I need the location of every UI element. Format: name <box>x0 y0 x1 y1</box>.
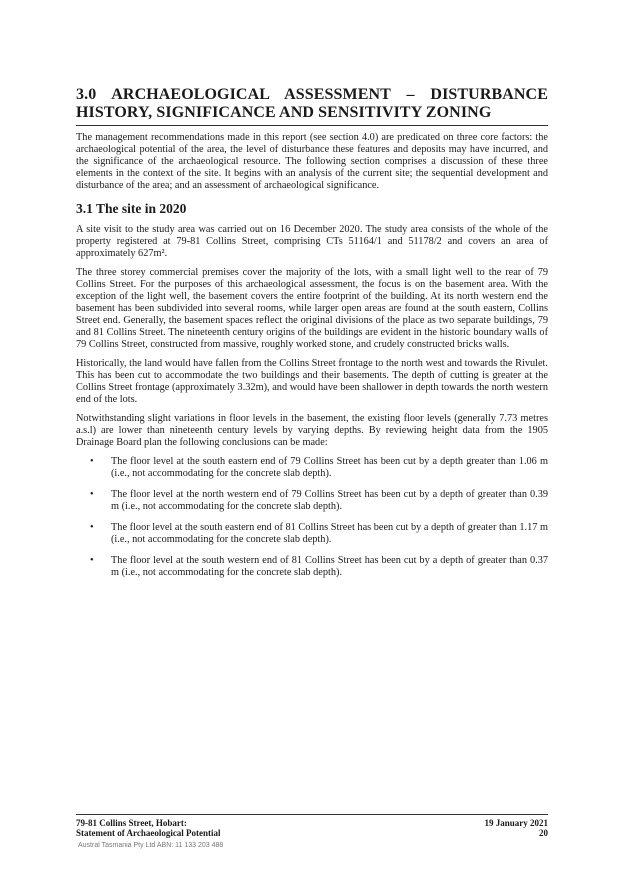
list-item <box>76 489 548 513</box>
list-item <box>76 522 548 546</box>
bullet-icon: • <box>90 456 94 467</box>
footer-rule <box>76 814 548 815</box>
page-number: 20 <box>539 828 548 838</box>
footer-report-title: Statement of Archaeological Potential <box>76 828 221 838</box>
paragraph-3: Historically, the land would have fallen from the Collins Street frontage to the north west and towards the Rivulet. This has been cut to accommodate the two buildings and their basements. The depth of cutting is greater at the Collins Street frontage (approximately 3.32m), and would have been shallower in depth towards the north western end of the lots. <box>76 358 548 405</box>
intro-paragraph: The management recommendations made in this report (see section 4.0) are predicated on three core factors: the archaeological potential of the area, the level of disturbance these features and deposits may have incurred, and the significance of the archaeological resource. The following section comprises a discussion of these three elements in the context of the site. It begins with an analysis of the current site; the sequential development and disturbance of the area; and an assessment of archaeological significance. <box>76 132 548 191</box>
bullet-icon: • <box>90 489 94 500</box>
list-item-text: The floor level at the south western end of 81 Collins Street has been cut by a depth of greater than 0.37 m (i.e., not accommodating for the concrete slab depth). <box>111 555 548 578</box>
footer-right <box>484 818 548 838</box>
paragraph-2: The three storey commercial premises cover the majority of the lots, with a small light well to the rear of 79 Collins Street. For the purposes of this archaeological assessment, the focus is on the basement area. With the exception of the light well, the basement covers the entire footprint of the building. At its north western end the basement has been subdivided into several rooms, while larger open areas are found at the south eastern, Collins Street end. Generally, the basement spaces reflect the original divisions of the place as two separate buildings, 79 and 81 Collins Street. The nineteenth century origins of the buildings are evident in the historic boundary walls of 79 Collins Street, constructed from massive, roughly worked stone, and crudely constructed bricks walls. <box>76 267 548 350</box>
list-item-text: The floor level at the north western end of 79 Collins Street has been cut by a depth of greater than 0.39 m (i.e., not accommodating for the concrete slab depth). <box>111 489 548 512</box>
list-item <box>76 555 548 579</box>
paragraph-4: Notwithstanding slight variations in floor levels in the basement, the existing floor levels (generally 7.73 metres a.s.l) are lower than nineteenth century levels by varying depths. By reviewing height data from the 1905 Drainage Board plan the following conclusions can be made: <box>76 413 548 448</box>
list-item-text: The floor level at the south eastern end of 81 Collins Street has been cut by a depth of greater than 1.17 m (i.e., not accommodating for the concrete slab depth). <box>111 522 548 545</box>
heading-rule <box>76 125 548 126</box>
footer-address: 79-81 Collins Street, Hobart: <box>76 818 187 828</box>
bullet-icon: • <box>90 522 94 533</box>
list-item <box>76 456 548 480</box>
paragraph-1: A site visit to the study area was carried out on 16 December 2020. The study area consists of the whole of the property registered at 79-81 Collins Street, comprising CTs 51164/1 and 51178/2 and covers an area of approximately 627m². <box>76 224 548 259</box>
page-body <box>76 86 548 588</box>
conclusions-list <box>76 456 548 579</box>
footer-date: 19 January 2021 <box>484 818 548 828</box>
bullet-icon: • <box>90 555 94 566</box>
page-footer <box>76 818 548 838</box>
section-heading: 3.0 ARCHAEOLOGICAL ASSESSMENT – DISTURBANCE HISTORY, SIGNIFICANCE AND SENSITIVITY ZONING <box>76 86 548 121</box>
subsection-title: 3.1 The site in 2020 <box>76 201 187 216</box>
company-line: Austral Tasmania Pty Ltd ABN: 11 133 203 488 <box>78 842 224 849</box>
list-item-text: The floor level at the south eastern end of 79 Collins Street has been cut by a depth greater than 1.06 m (i.e., not accommodating for the concrete slab depth). <box>111 456 548 479</box>
